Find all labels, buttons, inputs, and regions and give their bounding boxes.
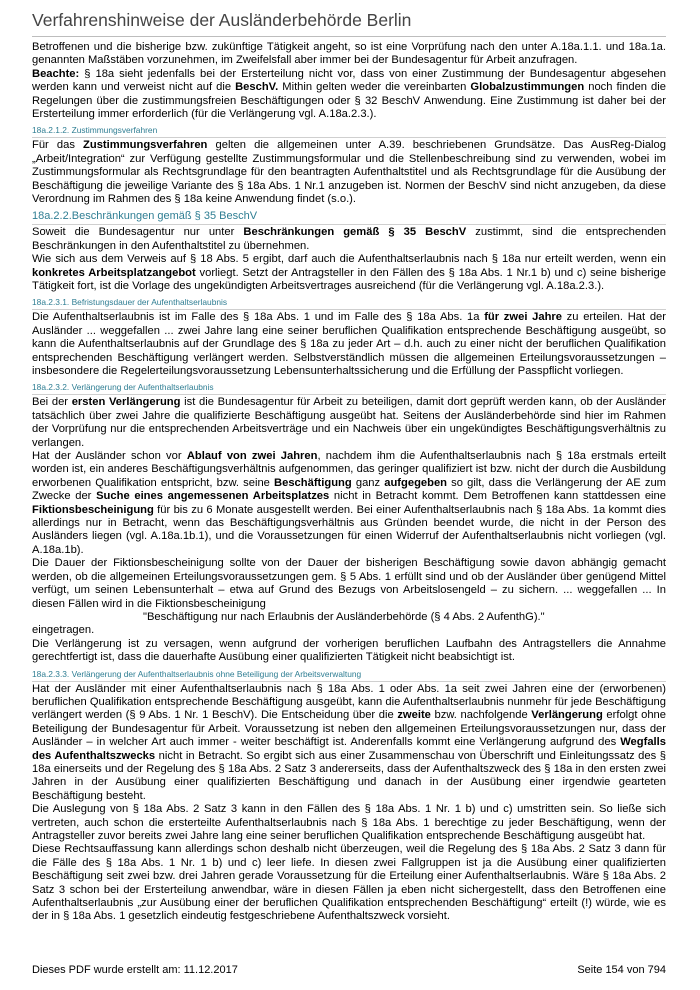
text-run: zu erteilen. Hat der Ausländer ... weggefallen ... zwei Jahre lang eine seiner beruflichen Qualifikation entsprechende Beschäftigung ausgeübt, so kann die Aufenthaltserlaubnis auf der Grundlage des § 18a zu jeder Art – d.h. auch zu einer nicht der beruflichen Qualifikation entsprechenden Beschäftigung verlängert werden. Selbstverständlich müssen die allgemeinen Erteilungsvoraussetzungen – insbesondere die Regelerteilungsvoraussetzung Lebensunterhaltssicherung und die Erfüllung der Passpflicht vorliegen. [32, 311, 666, 377]
paragraph [32, 683, 666, 804]
paragraph [32, 557, 666, 611]
paragraph [32, 68, 666, 122]
bold-text: Zustimmungsverfahren [83, 139, 208, 152]
bold-text: zweite [397, 709, 431, 722]
section-heading: 18a.2.3.2. Verlängerung der Aufenthaltserlaubnis [32, 382, 666, 395]
text-run: Wie sich aus dem Verweis auf § 18 Abs. 5 ergibt, darf auch die Aufenthaltserlaubnis nach § 18a nur erteilt werden, wenn ein [32, 253, 666, 266]
text-run: eingetragen. [32, 624, 95, 637]
paragraph [32, 226, 666, 253]
text-run: Hat der Ausländer mit einer Aufenthaltserlaubnis nach § 18a Abs. 1 oder Abs. 1a seit zwei Jahren eine der (erworbenen) beruflichen Qualifikation entsprechende Beschäftigung ausgeübt, kann die Aufenthaltserlaubnis nunmehr für jede Beschäftigung verlängert werden (§ 9 Abs. 1 Nr. 1 BeschV). Die Entscheidung über die [32, 682, 666, 722]
text-run: Hat der Ausländer schon vor [32, 450, 187, 463]
quoted-entry: "Beschäftigung nur nach Erlaubnis der Ausländerbehörde (§ 4 Abs. 2 AufenthG)." [143, 610, 545, 623]
text-run: zustimmt, sind die entsprechenden Beschränkungen in den Aufenthaltstitel zu übernehmen. [32, 226, 666, 252]
bold-text: konkretes Arbeitsplatzangebot [32, 266, 196, 279]
document-title: Verfahrenshinweise der Ausländerbehörde Berlin [32, 10, 666, 37]
section-heading: 18a.2.1.2. Zustimmungsverfahren [32, 125, 666, 138]
footer-page-number: Seite 154 von 794 [577, 964, 666, 976]
text-run: Die Aufenthaltserlaubnis ist im Falle des § 18a Abs. 1 und im Falle des § 18a Abs. 1a [32, 311, 485, 324]
paragraph [32, 139, 666, 206]
text-run: Bei der [32, 396, 72, 409]
text-run: so gilt, dass die Verlängerung der AE zum Zwecke der [32, 476, 666, 503]
text-run: Für das [32, 139, 84, 152]
text-run: Soweit die Bundesagentur nur unter [32, 226, 244, 239]
bold-text: Beachte: [32, 67, 80, 80]
bold-text: Verlängerung [531, 709, 603, 722]
text-run: ist die Bundesagentur für Arbeit zu beteiligen, damit dort geprüft werden kann, ob der Ausländer tatsächlich über zwei Jahre die qualifizierte Beschäftigung ausgeübt hat. Seitens der Ausländerbehörde sind hier im Rahmen der Vorprüfung nur die entsprechenden Arbeitsverträge und ein Nachweis über ein ungekündigtes Beschäftigungsverhältnis zu verlangen. [32, 396, 667, 449]
paragraph [32, 253, 666, 293]
bold-text: für zwei Jahre [484, 311, 562, 324]
text-run: Diese Rechtsauffassung kann allerdings schon deshalb nicht überzeugen, weil die Regelung des § 18a Abs. 2 Satz 3 dann für die Fälle des § 18a Abs. 1 Nr. 1 b) und c) leer liefe. In diesen zwei Fallgruppen ist ja die Ausübung einer qualifizierten Beschäftigung seit zwei bzw. drei Jahren gerade Voraussetzung für die Erteilung einer Aufenthaltserlaubnis. Wäre § 18a Abs. 2 Satz 3 schon bei der Ersterteilung anwendbar, wäre in diesen Fällen ja eben nicht sichergestellt, dass den Betroffenen eine Aufenthaltserlaubnis „zur Ausübung einer der beruflichen Qualifikation entsprechenden Beschäftigung“ erteilt (!) würde, wie es der in § 18a Abs. 1 gesetzlich eindeutig festgeschriebene Aufenthaltszweck vorsieht. [32, 843, 666, 923]
paragraph [32, 638, 666, 665]
text-run: Die Dauer der Fiktionsbescheinigung sollte von der Dauer der bisherigen Beschäftigung sowie davon abhängig gemacht werden, ob die allgemeinen Erteilungsvoraussetzungen gem. § 5 Abs. 1 erfüllt sind und ob der Ausländer über genügend Mittel verfügt, um seinen Lebensunterhalt – etwa auf Grund des Bezugs von Arbeitslosengeld – zu sichern. ... weggefallen ... In diesen Fällen wird in die Fiktionsbescheinigung [32, 557, 666, 610]
text-run: Mithin gelten weder die vereinbarten [278, 81, 471, 94]
bold-text: ersten Verlängerung [71, 396, 181, 409]
text-run: noch finden die Regelungen über die zustimmungsfreien Beschäftigungen oder § 32 BeschV Anwendung. Eine Zustimmung ist daher bei der Ersterteilung immer erforderlich (für die Verlängerung vgl. A.18a.2.3.). [32, 81, 666, 120]
text-run: für bis zu 6 Monate ausgestellt werden. Bei einer Aufenthaltserlaubnis nach § 18a Abs. 1a kommt dies allerdings nur in Betracht, wenn das Beschäftigungsverhältnis aus Gründen beendet wurde, die nicht in der Person des Ausländers liegen (vgl. A.18a.1b.1), und die Voraussetzungen für einen Widerruf der Aufenthaltserlaubnis nicht vorliegen (vgl. A.18a.1b). [32, 503, 666, 556]
paragraph [32, 843, 666, 923]
text-run: Betroffenen und die bisherige bzw. zukünftige Tätigkeit angeht, so ist eine Vorprüfung nach den unter A.18a.1.1. und 18a.1a. genannten Maßstäben vorzunehmen, im Zweifelsfall aber immer bei der Bundesagentur für Arbeit anzufragen. [32, 40, 666, 67]
bold-text: BeschV. [235, 81, 279, 94]
bold-text: Globalzustimmungen [470, 81, 585, 94]
paragraph [32, 624, 666, 637]
text-run: Die Auslegung von § 18a Abs. 2 Satz 3 kann in den Fällen des § 18a Abs. 1 Nr. 1 b) und c) umstritten sein. So ließe sich vertreten, auch schon die ersterteilte Aufenthaltserlaubnis nach § 18a Abs. 1 berechtige zu jeder Beschäftigung, wenn der Antragsteller zuvor bereits zwei Jahre lang eine seiner beruflichen Qualifikation entsprechende Beschäftigung ausgeübt hat. [32, 803, 666, 842]
section-heading: 18a.2.2.Beschränkungen gemäß § 35 BeschV [32, 210, 666, 225]
bold-text: Wegfalls des Aufenthaltszwecks [32, 736, 666, 762]
bold-text: Fiktionsbescheinigung [32, 503, 154, 516]
document-page [32, 10, 666, 924]
bold-text: aufgegeben [384, 476, 448, 489]
section-heading: 18a.2.3.3. Verlängerung der Aufenthaltserlaubnis ohne Beteiligung der Arbeitsverwaltung [32, 669, 666, 682]
bold-text: Ablauf von zwei Jahren [186, 450, 318, 463]
text-run: ganz [351, 476, 385, 489]
bold-text: Beschäftigung [274, 476, 352, 489]
paragraph [32, 396, 666, 450]
text-run: bzw. nachfolgende [430, 709, 532, 722]
page-footer [32, 964, 666, 976]
text-run: nicht in Betracht. So ergibt sich aus einer Zusammenschau von Überschrift und Einleitungssatz des § 18a einerseits und der Regelung des § 18a Abs. 2 Satz 3 andererseits, dass der Aufenthaltszweck des § 18a in den ersten zwei Jahren in der Ausübung einer qualifizierten Beschäftigung und danach in der Ausübung einer irgendwie gearteten Beschäftigung besteht. [32, 749, 666, 802]
paragraph [32, 450, 666, 557]
text-run: , nachdem ihm die Aufenthaltserlaubnis nach § 18a erstmals erteilt worden ist, ein anderes Beschäftigungsverhältnis aufgenommen, das geringer qualifiziert ist bzw. nicht der durch die Ausbildung erworbenen Qualifikation entspricht, bzw. seine [32, 450, 667, 489]
paragraph [32, 41, 666, 68]
paragraph [32, 311, 666, 378]
text-run: gelten die allgemeinen unter A.39. beschriebenen Grundsätze. Das AusReg-Dialog „Arbeit/Integration“ zur Verfügung gestellte Zustimmungsformular und die Stellenbeschreibung sind zu verwenden, wobei im Zustimmungsformular als Rechtsgrundlage für den beantragten Aufenthaltstitel und als Rechtsgrundlage für die Ausübung der Beschäftigung die jeweilige Variante des § 18a Abs. 1 Nr.1 anzugeben ist. Normen der BeschV sind nicht anzugeben, da diese Verordnung im Rahmen des § 18a keine Anwendung findet (s.o.). [32, 139, 666, 205]
bold-text: Beschränkungen gemäß § 35 BeschV [243, 226, 467, 239]
paragraph [32, 803, 666, 843]
footer-created-date: Dieses PDF wurde erstellt am: 11.12.2017 [32, 964, 238, 976]
text-run: erfolgt ohne Beteiligung der Bundesagentur für Arbeit. Voraussetzung ist neben den allgemeinen Erteilungsvoraussetzungen nur, dass der Ausländer – in welcher Art auch immer - weiter beschäftigt ist. Anderenfalls kommt eine Verlängerung aufgrund des [32, 709, 666, 749]
text-run: § 18a sieht jedenfalls bei der Ersterteilung nicht vor, dass von einer Zustimmung der Bundesagentur abgesehen werden kann und verweist nicht auf die [32, 67, 666, 94]
section-heading: 18a.2.3.1. Befristungsdauer der Aufenthaltserlaubnis [32, 297, 666, 310]
text-run: nicht in Betracht kommt. Dem Betroffenen kann stattdessen eine [329, 490, 666, 503]
bold-text: Suche eines angemessenen Arbeitsplatzes [96, 490, 330, 503]
document-body [32, 41, 666, 924]
text-run: vorliegt. Setzt der Antragsteller in den Fällen des § 18a Abs. 1 Nr.1 b) und c) seine bisherige Tätigkeit fort, ist die Vorlage des ungekündigten Arbeitsvertrages ausreichend (für die Verlängerung vgl. A.18a.2.3.). [32, 266, 666, 292]
text-run: Die Verlängerung ist zu versagen, wenn aufgrund der vorherigen beruflichen Laufbahn des Antragstellers die Annahme gerechtfertigt ist, dass die dauerhafte Ausübung einer qualifizierten Tätigkeit nicht beabsichtigt ist. [32, 637, 666, 664]
